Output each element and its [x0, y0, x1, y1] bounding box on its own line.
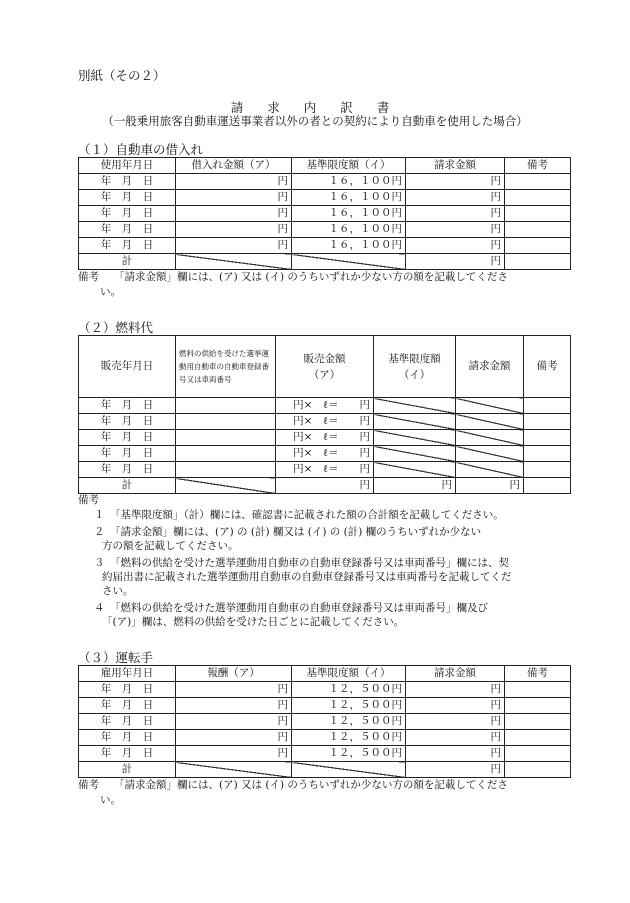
note-line: 方の額を記載してください。	[102, 540, 239, 552]
note-item	[78, 525, 512, 553]
slashed-cell	[374, 446, 456, 462]
col-header: 基準限度額（イ）	[292, 158, 406, 174]
remarks-cell	[505, 762, 571, 778]
appendix-label: 別紙（その２）	[78, 68, 166, 83]
total-claim-cell: 円	[406, 254, 505, 270]
date-cell: 年 月 日	[79, 222, 176, 238]
table-row	[79, 730, 571, 746]
amount-cell: 円	[176, 206, 292, 222]
table-row	[79, 446, 571, 462]
amount-cell: 円	[176, 222, 292, 238]
document-subtitle: （一般乗用旅客自動車運送事業者以外の者との契約により自動車を使用した場合）	[102, 114, 528, 128]
section3-table	[78, 665, 571, 778]
section2-notes-label: 備考	[78, 494, 99, 506]
claim-cell: 円	[406, 730, 505, 746]
slashed-cell	[456, 398, 524, 414]
col-header-vehicle-number: 燃料の供給を受けた選挙運動用自動車の自動車登録番号又は車両番号	[176, 336, 276, 398]
slashed-cell	[456, 414, 524, 430]
section1-heading: （１）自動車の借入れ	[78, 142, 204, 157]
sales-cell: 円× ℓ＝ 円	[276, 398, 374, 414]
limit-cell: １６，１００円	[292, 174, 406, 190]
date-cell: 年 月 日	[79, 462, 176, 478]
total-row	[79, 762, 571, 778]
date-cell: 年 月 日	[79, 206, 176, 222]
remarks-cell	[505, 222, 571, 238]
col-header: 基準限度額（イ）	[292, 666, 406, 682]
table-header-row	[79, 158, 571, 174]
remarks-cell	[524, 430, 571, 446]
amount-cell: 円	[176, 730, 292, 746]
date-cell: 年 月 日	[79, 430, 176, 446]
col-header: 請求金額	[406, 158, 505, 174]
section1-note-text: 「請求金額」欄には、(ア) 又は (イ) のうちいずれか少ない方の額を記載してくださ	[114, 271, 508, 283]
total-sales-cell: 円	[276, 478, 374, 494]
vehicle-cell	[176, 430, 276, 446]
col-header-limit	[374, 336, 456, 398]
note-number: ２	[94, 526, 105, 538]
remarks-cell	[505, 682, 571, 698]
table-row	[79, 222, 571, 238]
limit-cell: １２，５００円	[292, 746, 406, 762]
table-row	[79, 190, 571, 206]
table-row	[79, 682, 571, 698]
date-cell: 年 月 日	[79, 190, 176, 206]
claim-cell: 円	[406, 698, 505, 714]
claim-cell: 円	[406, 746, 505, 762]
remarks-cell	[524, 462, 571, 478]
col-header: 請求金額	[456, 336, 524, 398]
vehicle-cell	[176, 414, 276, 430]
document-title: 請 求 内 訳 書	[230, 100, 400, 115]
remarks-cell	[505, 698, 571, 714]
slashed-cell	[374, 462, 456, 478]
limit-cell: １２，５００円	[292, 714, 406, 730]
claim-cell: 円	[406, 174, 505, 190]
slashed-cell	[176, 254, 292, 270]
slashed-cell	[374, 398, 456, 414]
note-line: 「基準限度額」（計）欄には、確認書に記載された額の合計額を記載してください。	[110, 509, 504, 521]
amount-cell: 円	[176, 698, 292, 714]
table-row	[79, 238, 571, 254]
note-line: 「請求金額」欄には、(ア) の (計) 欄又は (イ) の (計) 欄のうちいずれか少ない	[110, 526, 482, 538]
section3-note-text: 「請求金額」欄には、(ア) 又は (イ) のうちいずれか少ない方の額を記載してくださ	[114, 779, 508, 791]
note-line: 「燃料の供給を受けた選挙運動用自動車の自動車登録番号又は車両番号」欄には、契	[110, 557, 509, 569]
section1-note-label: 備考	[78, 271, 99, 283]
total-row	[79, 254, 571, 270]
table-row	[79, 398, 571, 414]
note-line: 「(ア)」欄は、燃料の供給を受けた日ごとに記載してください。	[102, 616, 405, 628]
amount-cell: 円	[176, 714, 292, 730]
remarks-cell	[505, 254, 571, 270]
remarks-cell	[505, 746, 571, 762]
note-number: ３	[94, 557, 105, 569]
col-header: 報酬（ア）	[176, 666, 292, 682]
date-cell: 年 月 日	[79, 398, 176, 414]
slashed-cell	[456, 462, 524, 478]
note-number: １	[94, 509, 105, 521]
remarks-cell	[524, 414, 571, 430]
slashed-cell	[374, 430, 456, 446]
col-header: 備考	[505, 666, 571, 682]
claim-cell: 円	[406, 190, 505, 206]
remarks-cell	[524, 478, 571, 494]
total-claim-cell: 円	[456, 478, 524, 494]
note-item	[78, 508, 512, 522]
note-item	[78, 601, 512, 629]
date-cell: 年 月 日	[79, 446, 176, 462]
total-limit-cell: 円	[374, 478, 456, 494]
col-header: 請求金額	[406, 666, 505, 682]
total-row	[79, 478, 571, 494]
section3-heading: （３）運転手	[78, 650, 154, 665]
limit-cell: １６，１００円	[292, 190, 406, 206]
total-label: 計	[79, 254, 176, 270]
table-row	[79, 206, 571, 222]
limit-cell: １６，１００円	[292, 222, 406, 238]
remarks-cell	[524, 446, 571, 462]
total-label: 計	[79, 762, 176, 778]
remarks-cell	[505, 238, 571, 254]
table-row	[79, 746, 571, 762]
amount-cell: 円	[176, 174, 292, 190]
date-cell: 年 月 日	[79, 682, 176, 698]
amount-cell: 円	[176, 746, 292, 762]
table-header-row	[79, 336, 571, 398]
section1-table	[78, 157, 571, 270]
claim-cell: 円	[406, 206, 505, 222]
table-row	[79, 714, 571, 730]
col-header: 販売年月日	[79, 336, 176, 398]
limit-cell: １２，５００円	[292, 698, 406, 714]
section3-note-text-cont: い。	[100, 794, 121, 806]
sales-cell: 円× ℓ＝ 円	[276, 462, 374, 478]
limit-cell: １２，５００円	[292, 682, 406, 698]
slashed-cell	[292, 254, 406, 270]
amount-cell: 円	[176, 238, 292, 254]
note-line: 「燃料の供給を受けた選挙運動用自動車の自動車登録番号又は車両番号」欄及び	[110, 602, 488, 614]
table-row	[79, 462, 571, 478]
col-header-sales	[276, 336, 374, 398]
table-row	[79, 414, 571, 430]
limit-header-line2: （イ）	[398, 368, 431, 381]
remarks-cell	[524, 398, 571, 414]
note-line: 約届出書に記載された選挙運動用自動車の自動車登録番号又は車両番号を記載してくだ	[102, 571, 512, 583]
note-number: ４	[94, 602, 105, 614]
section2-heading: （２）燃料代	[78, 320, 154, 335]
claim-cell: 円	[406, 222, 505, 238]
date-cell: 年 月 日	[79, 238, 176, 254]
col-header: 使用年月日	[79, 158, 176, 174]
section2-notes	[78, 508, 512, 629]
col-header: 備考	[524, 336, 571, 398]
date-cell: 年 月 日	[79, 730, 176, 746]
slashed-cell	[176, 478, 276, 494]
limit-cell: １６，１００円	[292, 206, 406, 222]
sales-header-line2: （ア）	[308, 368, 341, 381]
remarks-cell	[505, 190, 571, 206]
section3-note-label: 備考	[78, 779, 99, 791]
col-header: 雇用年月日	[79, 666, 176, 682]
sales-cell: 円× ℓ＝ 円	[276, 446, 374, 462]
vehicle-cell	[176, 398, 276, 414]
vehicle-cell	[176, 462, 276, 478]
slashed-cell	[456, 430, 524, 446]
note-line: さい。	[102, 585, 134, 597]
date-cell: 年 月 日	[79, 174, 176, 190]
slashed-cell	[374, 414, 456, 430]
sales-header-line1: 販売金額	[303, 352, 346, 365]
limit-cell: １６，１００円	[292, 238, 406, 254]
date-cell: 年 月 日	[79, 746, 176, 762]
table-row	[79, 698, 571, 714]
section2-table	[78, 335, 571, 494]
col-header: 借入れ金額（ア）	[176, 158, 292, 174]
claim-cell: 円	[406, 238, 505, 254]
table-row	[79, 174, 571, 190]
amount-cell: 円	[176, 682, 292, 698]
date-cell: 年 月 日	[79, 414, 176, 430]
vehicle-cell	[176, 446, 276, 462]
section1-note-text-cont: い。	[100, 286, 121, 298]
table-row	[79, 430, 571, 446]
table-header-row	[79, 666, 571, 682]
limit-header-line1: 基準限度額	[388, 352, 441, 365]
slashed-cell	[456, 446, 524, 462]
remarks-cell	[505, 730, 571, 746]
slashed-cell	[292, 762, 406, 778]
note-item	[78, 556, 512, 598]
claim-cell: 円	[406, 714, 505, 730]
sales-cell: 円× ℓ＝ 円	[276, 430, 374, 446]
total-label: 計	[79, 478, 176, 494]
remarks-cell	[505, 714, 571, 730]
total-claim-cell: 円	[406, 762, 505, 778]
date-cell: 年 月 日	[79, 714, 176, 730]
remarks-cell	[505, 174, 571, 190]
slashed-cell	[176, 762, 292, 778]
remarks-cell	[505, 206, 571, 222]
sales-cell: 円× ℓ＝ 円	[276, 414, 374, 430]
claim-cell: 円	[406, 682, 505, 698]
limit-cell: １２，５００円	[292, 730, 406, 746]
date-cell: 年 月 日	[79, 698, 176, 714]
amount-cell: 円	[176, 190, 292, 206]
col-header: 備考	[505, 158, 571, 174]
